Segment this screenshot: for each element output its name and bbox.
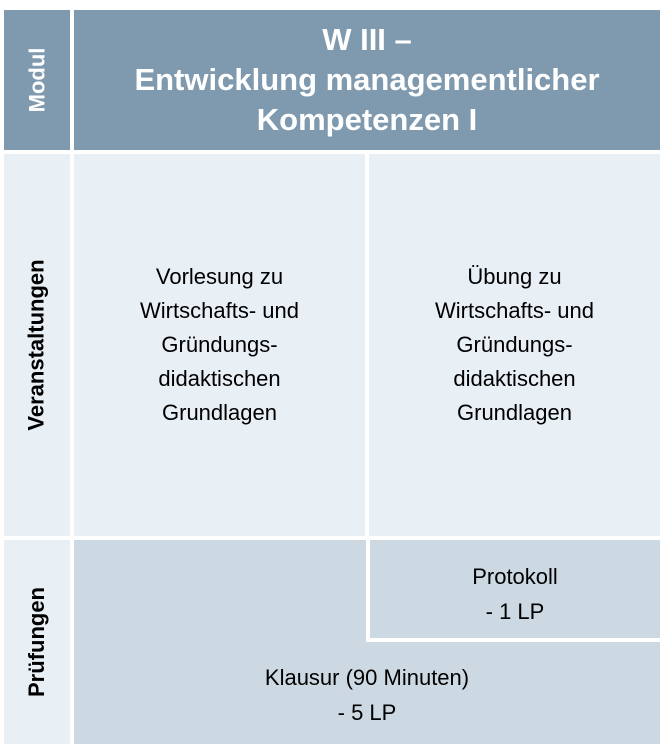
course-uebung <box>369 154 660 536</box>
row-label-pruefungen-cell <box>4 540 70 744</box>
course-uebung-line-5: Grundlagen <box>457 400 572 425</box>
row-label-veranstaltungen-cell <box>4 154 70 536</box>
exam-protokoll <box>366 540 660 642</box>
course-uebung-line-3: Gründungs- <box>456 332 573 357</box>
course-vorlesung-line-4: didaktischen <box>158 366 281 391</box>
course-uebung-line-2: Wirtschafts- und <box>435 298 594 323</box>
exam-klausur-credits: - 5 LP <box>337 700 397 725</box>
row-label-modul-cell <box>4 10 70 150</box>
module-title-line-1: W III – <box>322 22 412 57</box>
course-vorlesung <box>74 154 365 536</box>
row-label-pruefungen: Prüfungen <box>24 587 49 697</box>
course-vorlesung-line-3: Gründungs- <box>161 332 278 357</box>
course-uebung-line-1: Übung zu <box>467 264 562 289</box>
row-label-modul: Modul <box>23 47 49 113</box>
exam-klausur <box>74 660 660 740</box>
exam-protokoll-name: Protokoll <box>472 564 558 589</box>
course-vorlesung-line-2: Wirtschafts- und <box>140 298 299 323</box>
exam-klausur-name: Klausur (90 Minuten) <box>264 665 470 690</box>
row-label-veranstaltungen: Veranstaltungen <box>24 259 49 431</box>
exam-protokoll-credits: - 1 LP <box>485 599 545 624</box>
course-vorlesung-line-5: Grundlagen <box>162 400 277 425</box>
module-title-line-2: Entwicklung managementlicher <box>134 62 600 97</box>
course-uebung-line-4: didaktischen <box>453 366 576 391</box>
course-vorlesung-line-1: Vorlesung zu <box>155 264 284 289</box>
module-title-line-3: Kompetenzen I <box>256 102 478 137</box>
module-title-cell <box>74 10 660 150</box>
